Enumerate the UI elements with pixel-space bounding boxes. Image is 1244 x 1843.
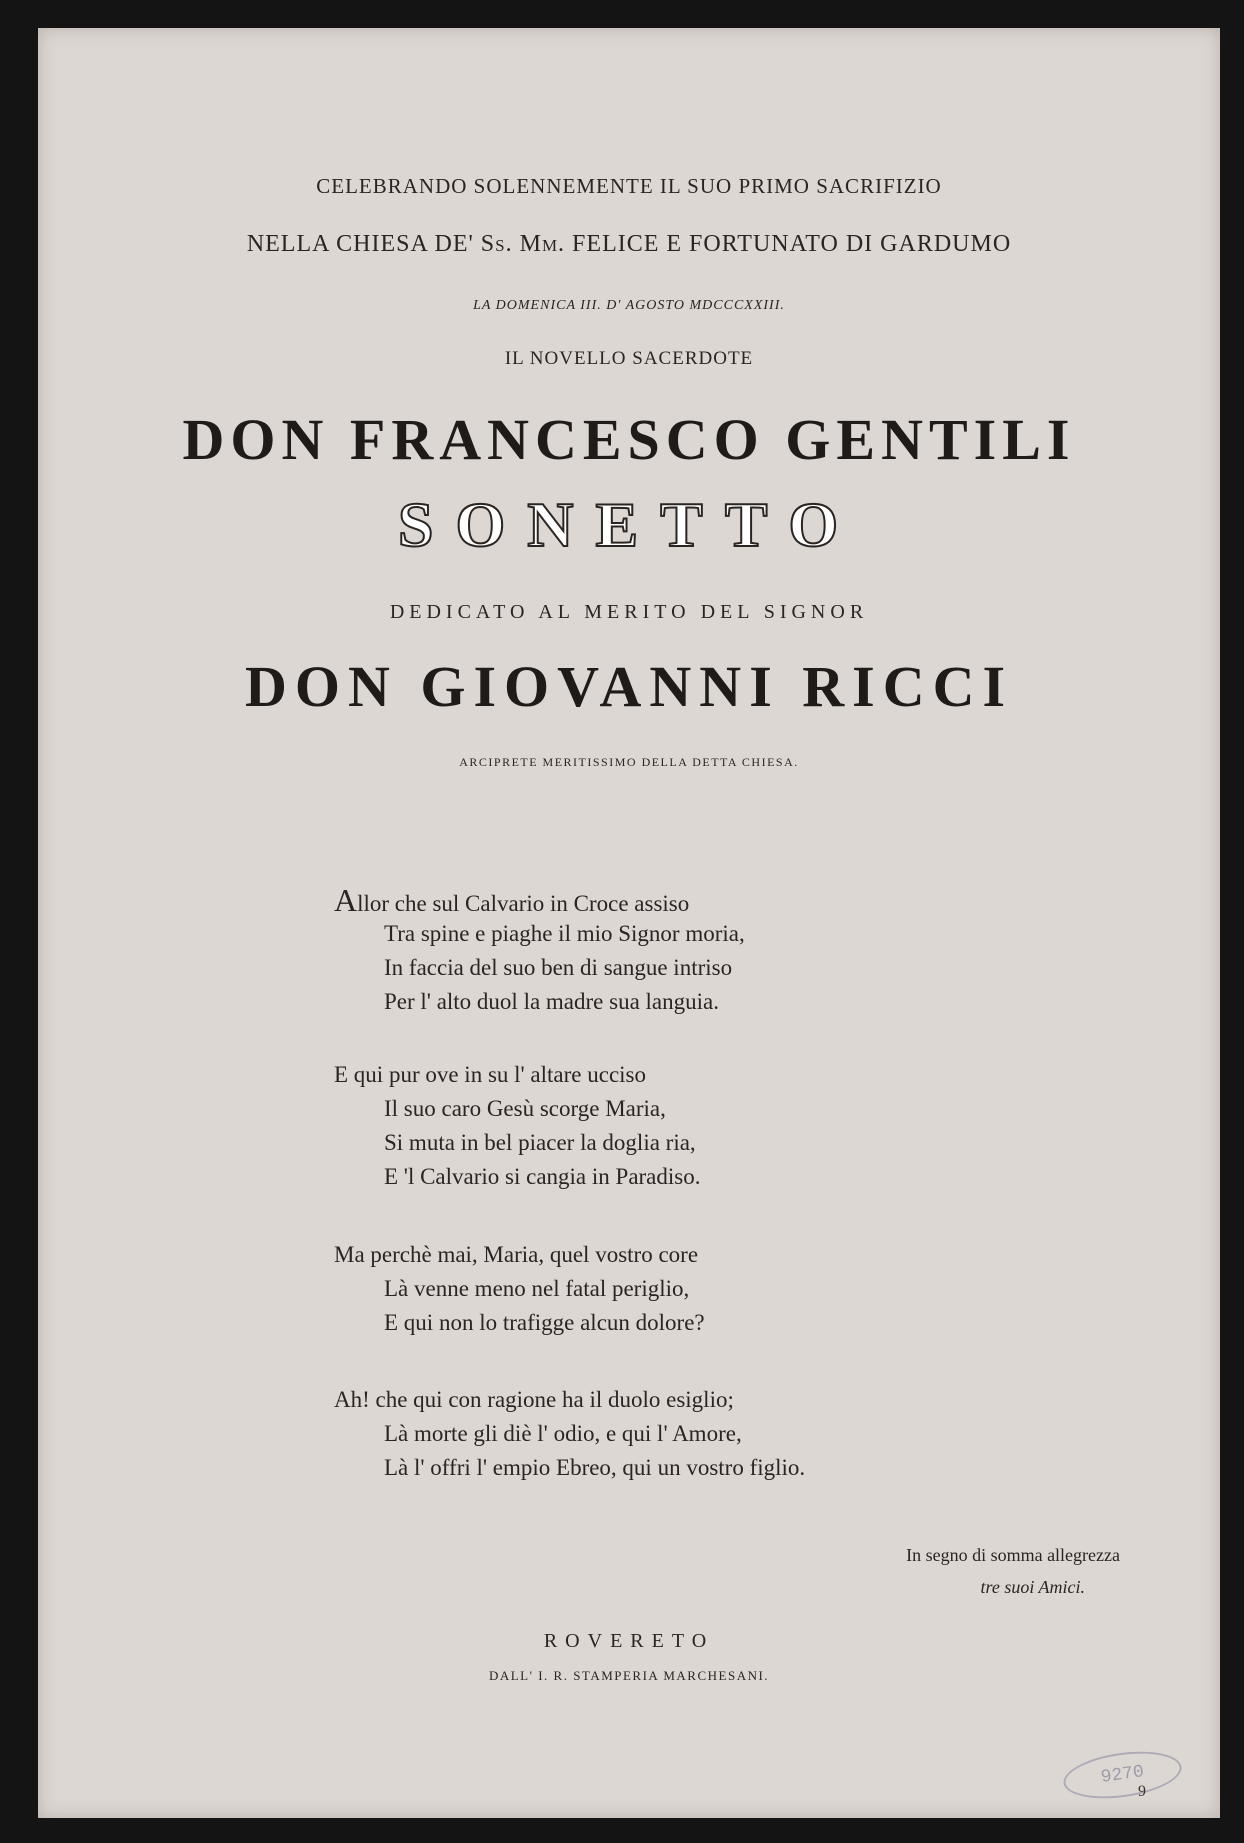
signature-line-1: In segno di somma allegrezza <box>906 1545 1120 1565</box>
library-stamp: 9270 <box>1061 1745 1185 1805</box>
verse-2-3: Si muta in bel piacer la doglia ria, <box>384 1130 696 1155</box>
dedication-line: DEDICATO AL MERITO DEL SIGNOR <box>389 601 869 623</box>
heading-celebration: CELEBRANDO SOLENNEMENTE IL SUO PRIMO SACRIFIZIO <box>316 174 942 198</box>
broadside-sheet <box>38 28 1220 1818</box>
verse-4-2: Là morte gli diè l' odio, e qui l' Amore, <box>384 1421 742 1446</box>
heading-date: LA DOMENICA III. D' AGOSTO MDCCCXXIII. <box>473 298 785 313</box>
page-number: 9 <box>1138 1783 1146 1800</box>
verse-2-1: E qui pur ove in su l' altare ucciso <box>334 1062 647 1087</box>
dedicatee-title: ARCIPRETE MERITISSIMO DELLA DETTA CHIESA. <box>459 755 799 769</box>
drop-capital: A <box>334 882 358 918</box>
verse-4-3: Là l' offri l' empio Ebreo, qui un vostro figlio. <box>384 1455 806 1480</box>
verse-4-1: Ah! che qui con ragione ha il duolo esiglio; <box>334 1387 734 1412</box>
imprint-place: ROVERETO <box>543 1630 715 1652</box>
genre-title: SONETTO <box>397 489 861 560</box>
verse-3-1: Ma perchè mai, Maria, quel vostro core <box>334 1242 699 1267</box>
verse-3-3: E qui non lo trafigge alcun dolore? <box>384 1310 705 1335</box>
verse-2-2: Il suo caro Gesù scorge Maria, <box>384 1096 666 1121</box>
verse-3-2: Là venne meno nel fatal periglio, <box>384 1276 690 1301</box>
verse-1-1 <box>334 883 689 921</box>
verse-text: llor che sul Calvario in Croce assiso <box>357 891 690 916</box>
dedicatee-name: DON GIOVANNI RICCI <box>244 654 1014 719</box>
verse-2-4: E 'l Calvario si cangia in Paradiso. <box>384 1164 701 1189</box>
signature-line-2: tre suoi Amici. <box>980 1577 1085 1597</box>
priest-name: DON FRANCESCO GENTILI <box>182 407 1076 472</box>
heading-new-priest: IL NOVELLO SACERDOTE <box>504 348 754 369</box>
heading-church: NELLA CHIESA DE' Ss. Mm. FELICE E FORTUNATO DI GARDUMO <box>246 231 1012 257</box>
verse-1-4: Per l' alto duol la madre sua languia. <box>384 989 719 1014</box>
imprint-printer: DALL' I. R. STAMPERIA MARCHESANI. <box>488 1668 770 1683</box>
verse-1-3: In faccia del suo ben di sangue intriso <box>384 955 733 980</box>
verse-1-2: Tra spine e piaghe il mio Signor moria, <box>384 921 745 946</box>
